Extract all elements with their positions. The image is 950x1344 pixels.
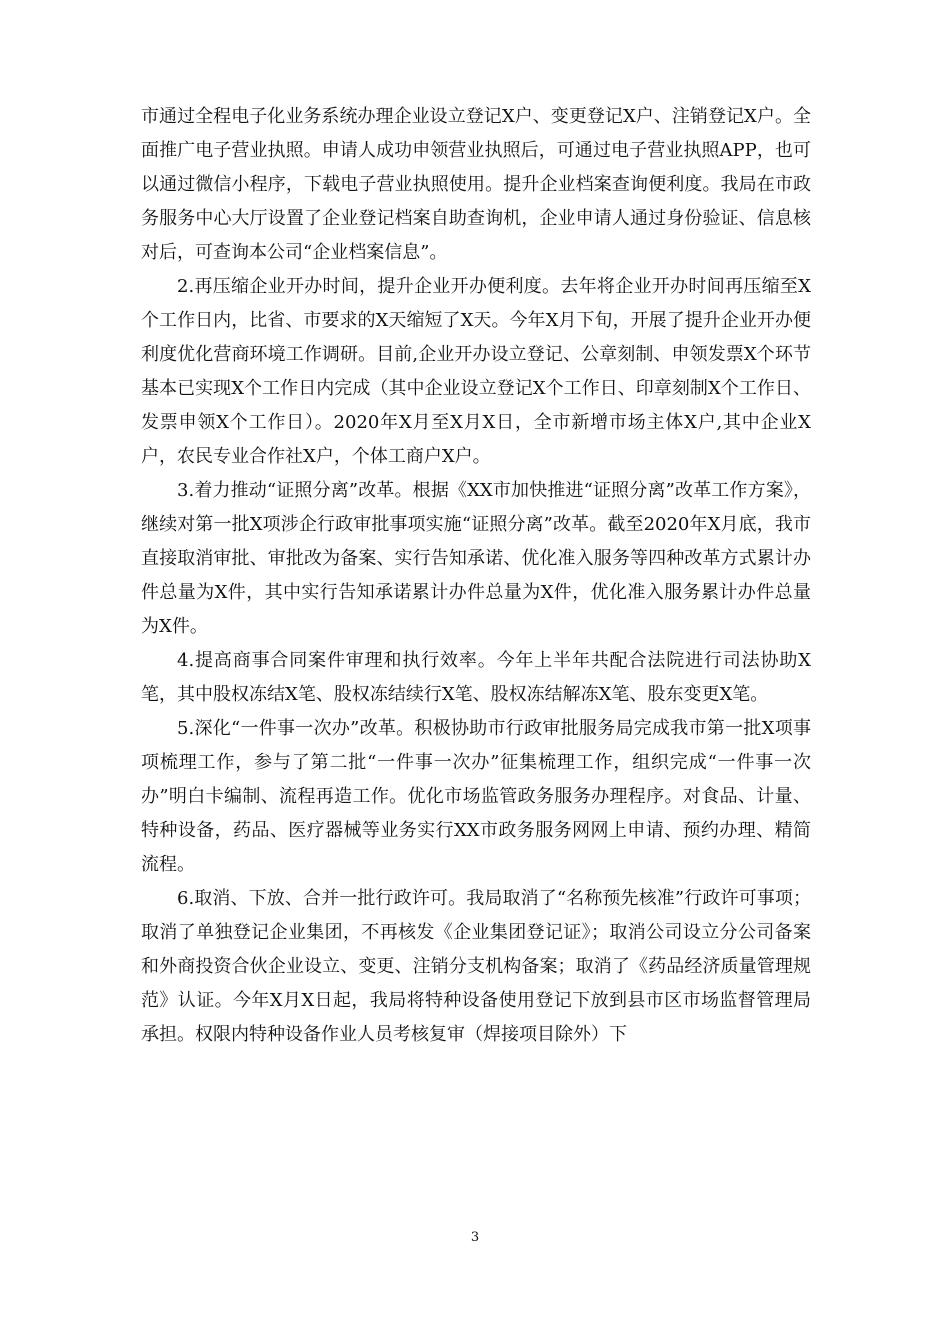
document-body: [141, 100, 811, 1052]
paragraph-item-2: 2.再压缩企业开办时间，提升企业开办便利度。去年将企业开办时间再压缩至X个工作日内，比省、市要求的X天缩短了X天。今年X月下旬，开展了提升企业开办便利度优化营商环境工作调研。目前,企业开办设立登记、公章刻制、申领发票X个环节基本已实现X个工作日内完成（其中企业设立登记X个工作日、印章刻制X个工作日、发票申领X个工作日）。2020年X月至X月X日，全市新增市场主体X户,其中企业X户，农民专业合作社X户，个体工商户X户。: [141, 276, 811, 467]
page-number: 3: [470, 1230, 480, 1245]
paragraph-item-5: 5.深化“一件事一次办”改革。积极协助市行政审批服务局完成我市第一批X项事项梳理工作，参与了第二批“一件事一次办”征集梳理工作，组织完成“一件事一次办”明白卡编制、流程再造工作。优化市场监管政务服务办理程序。对食品、计量、特种设备，药品、医疗器械等业务实行XX市政务服务网网上申请、预约办理、精简流程。: [141, 718, 811, 875]
paragraph-item-3: 3.着力推动“证照分离”改革。根据《XX市加快推进“证照分离”改革工作方案》，继续对第一批X项涉企行政审批事项实施“证照分离”改革。截至2020年X月底，我市直接取消审批、审批改为备案、实行告知承诺、优化准入服务等四种改革方式累计办件总量为X件，其中实行告知承诺累计办件总量为X件，优化准入服务累计办件总量为X件。: [141, 480, 811, 637]
paragraph-item-6: 6.取消、下放、合并一批行政许可。我局取消了“名称预先核准”行政许可事项；取消了单独登记企业集团，不再核发《企业集团登记证》；取消公司设立分公司备案和外商投资合伙企业设立、变更、注销分支机构备案；取消了《药品经济质量管理规范》认证。今年X月X日起，我局将特种设备使用登记下放到县市区市场监督管理局承担。权限内特种设备作业人员考核复审（焊接项目除外）下: [141, 888, 811, 1045]
paragraph-item-4: 4.提高商事合同案件审理和执行效率。今年上半年共配合法院进行司法协助X笔，其中股权冻结X笔、股权冻结续行X笔、股权冻结解冻X笔、股东变更X笔。: [141, 650, 811, 705]
paragraph-continuation: 市通过全程电子化业务系统办理企业设立登记X户、变更登记X户、注销登记X户。全面推广电子营业执照。申请人成功申领营业执照后，可通过电子营业执照APP，也可以通过微信小程序，下载电子营业执照使用。提升企业档案查询便利度。我局在市政务服务中心大厅设置了企业登记档案自助查询机，企业申请人通过身份验证、信息核对后，可查询本公司“企业档案信息”。: [141, 106, 811, 263]
